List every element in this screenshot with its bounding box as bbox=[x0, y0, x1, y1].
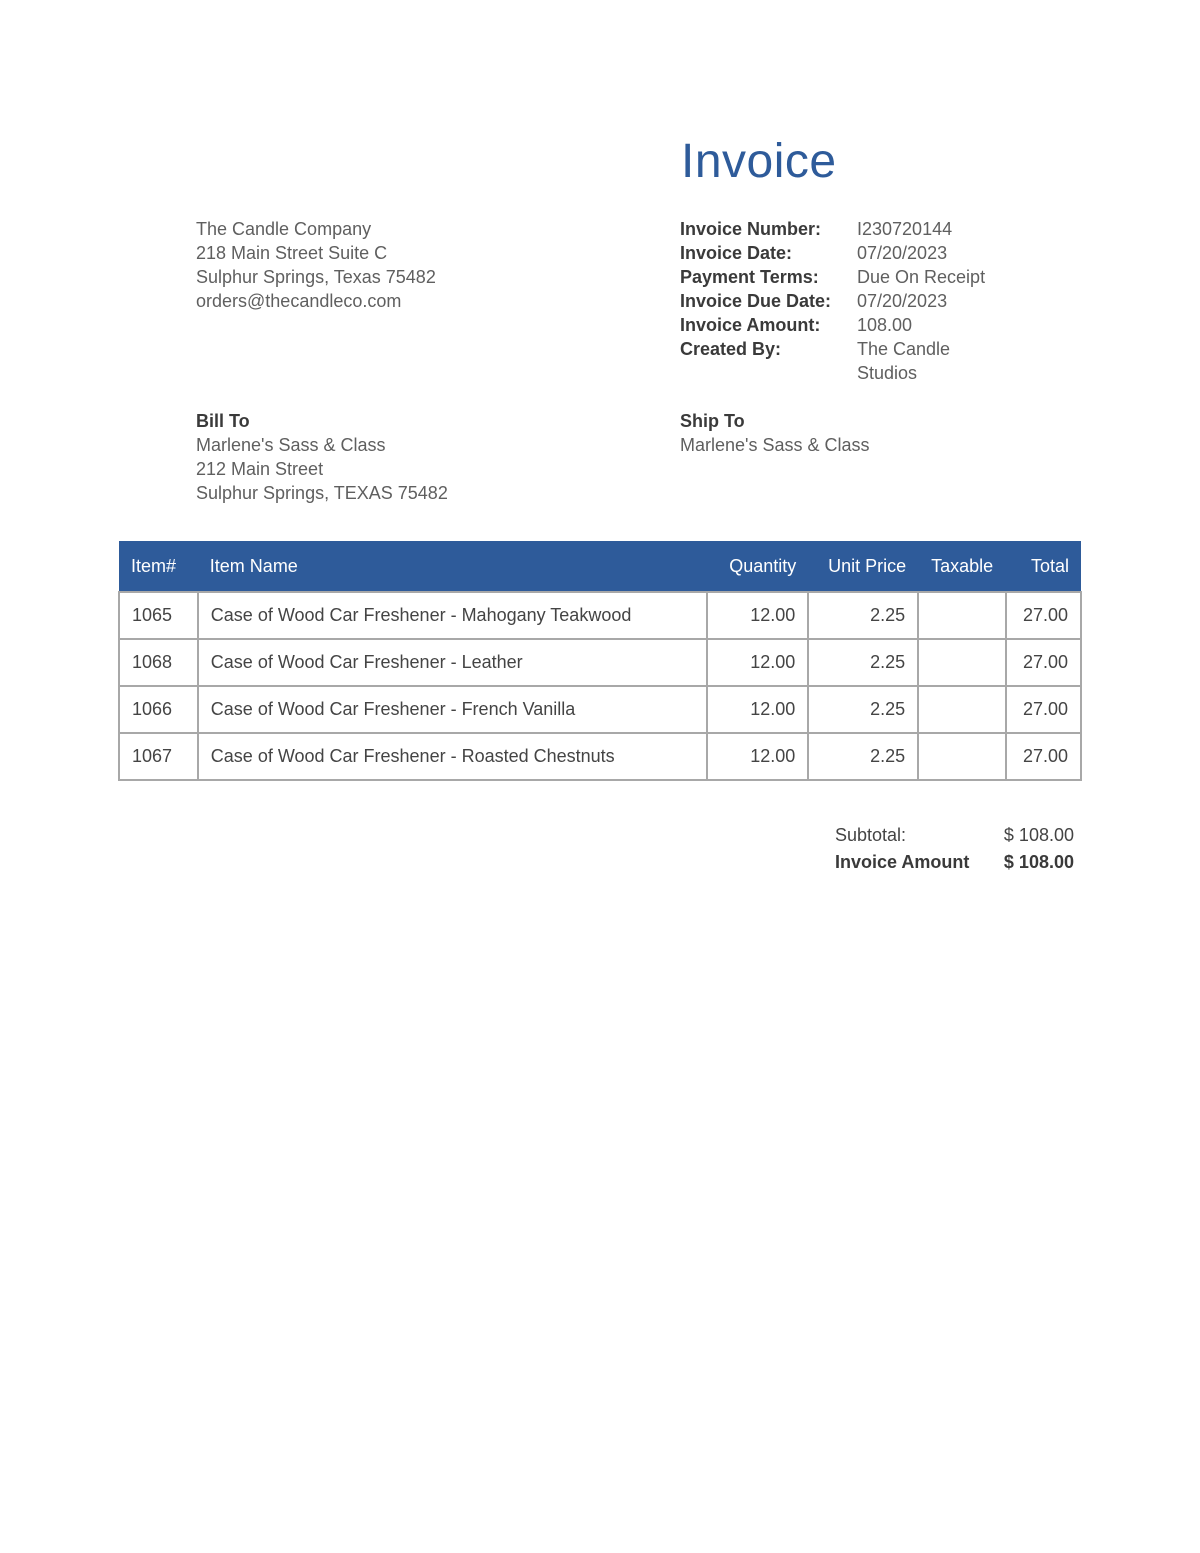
invoice-title: Invoice bbox=[681, 135, 837, 188]
subtotal-label: Subtotal: bbox=[835, 825, 907, 845]
meta-row-payment-terms bbox=[680, 265, 997, 289]
meta-value: The Candle Studios bbox=[857, 339, 951, 383]
ship-to-heading: Ship To bbox=[680, 411, 745, 431]
meta-row-invoice-number bbox=[680, 217, 997, 241]
cell-unit-price: 2.25 bbox=[808, 686, 918, 733]
bill-to-address-line-2: Sulphur Springs, TEXAS 75482 bbox=[196, 483, 448, 503]
cell-item-name: Case of Wood Car Freshener - Leather bbox=[198, 639, 708, 686]
cell-taxable bbox=[918, 592, 1006, 639]
table-row bbox=[119, 592, 1081, 639]
meta-value: 07/20/2023 bbox=[857, 243, 948, 263]
cell-taxable bbox=[918, 686, 1006, 733]
bill-to-name: Marlene's Sass & Class bbox=[196, 435, 386, 455]
meta-label: Invoice Due Date: bbox=[680, 291, 832, 311]
meta-label: Invoice Number: bbox=[680, 219, 822, 239]
meta-row-created-by bbox=[680, 337, 997, 385]
cell-total: 27.00 bbox=[1006, 733, 1081, 780]
column-header-unit-price: Unit Price bbox=[808, 541, 918, 592]
cell-item-name: Case of Wood Car Freshener - Roasted Chestnuts bbox=[198, 733, 708, 780]
table-header-row bbox=[119, 541, 1081, 592]
cell-quantity: 12.00 bbox=[707, 639, 808, 686]
meta-value: 07/20/2023 bbox=[857, 291, 948, 311]
column-header-item-name: Item Name bbox=[198, 541, 708, 592]
line-items-table bbox=[118, 541, 1082, 781]
subtotal-row bbox=[835, 822, 1074, 849]
cell-unit-price: 2.25 bbox=[808, 733, 918, 780]
cell-total: 27.00 bbox=[1006, 686, 1081, 733]
company-address-line-1: 218 Main Street Suite C bbox=[196, 243, 388, 263]
meta-row-invoice-date bbox=[680, 241, 997, 265]
meta-label: Invoice Amount: bbox=[680, 315, 821, 335]
meta-row-invoice-amount bbox=[680, 313, 997, 337]
bill-to-address-line-1: 212 Main Street bbox=[196, 459, 324, 479]
cell-quantity: 12.00 bbox=[707, 686, 808, 733]
meta-label: Invoice Date: bbox=[680, 243, 793, 263]
company-info bbox=[196, 217, 436, 313]
cell-item-number: 1066 bbox=[119, 686, 198, 733]
meta-value: Due On Receipt bbox=[857, 267, 986, 287]
company-email: orders@thecandleco.com bbox=[196, 291, 402, 311]
ship-to-name: Marlene's Sass & Class bbox=[680, 435, 870, 455]
cell-total: 27.00 bbox=[1006, 639, 1081, 686]
invoice-meta-table bbox=[680, 217, 997, 385]
cell-taxable bbox=[918, 639, 1006, 686]
meta-label: Created By: bbox=[680, 339, 782, 359]
invoice-amount-row bbox=[835, 849, 1074, 876]
cell-item-number: 1067 bbox=[119, 733, 198, 780]
table-row bbox=[119, 733, 1081, 780]
invoice-amount-value: $ 108.00 bbox=[1003, 852, 1074, 872]
table-row bbox=[119, 686, 1081, 733]
bill-to-section bbox=[196, 409, 448, 505]
cell-taxable bbox=[918, 733, 1006, 780]
cell-quantity: 12.00 bbox=[707, 592, 808, 639]
company-name: The Candle Company bbox=[196, 219, 372, 239]
cell-item-number: 1068 bbox=[119, 639, 198, 686]
cell-total: 27.00 bbox=[1006, 592, 1081, 639]
bill-to-heading: Bill To bbox=[196, 411, 250, 431]
meta-row-due-date bbox=[680, 289, 997, 313]
cell-item-name: Case of Wood Car Freshener - French Vanilla bbox=[198, 686, 708, 733]
ship-to-section bbox=[680, 409, 870, 457]
meta-value: I230720144 bbox=[857, 219, 953, 239]
column-header-taxable: Taxable bbox=[918, 541, 1006, 592]
cell-unit-price: 2.25 bbox=[808, 639, 918, 686]
column-header-quantity: Quantity bbox=[707, 541, 808, 592]
totals-table bbox=[835, 822, 1074, 876]
column-header-item-number: Item# bbox=[119, 541, 198, 592]
cell-quantity: 12.00 bbox=[707, 733, 808, 780]
cell-item-number: 1065 bbox=[119, 592, 198, 639]
company-address-line-2: Sulphur Springs, Texas 75482 bbox=[196, 267, 436, 287]
cell-unit-price: 2.25 bbox=[808, 592, 918, 639]
cell-item-name: Case of Wood Car Freshener - Mahogany Teakwood bbox=[198, 592, 708, 639]
invoice-amount-label: Invoice Amount bbox=[835, 852, 970, 872]
meta-label: Payment Terms: bbox=[680, 267, 819, 287]
column-header-total: Total bbox=[1006, 541, 1081, 592]
table-row bbox=[119, 639, 1081, 686]
meta-value: 108.00 bbox=[857, 315, 913, 335]
subtotal-value: $ 108.00 bbox=[1003, 825, 1074, 845]
